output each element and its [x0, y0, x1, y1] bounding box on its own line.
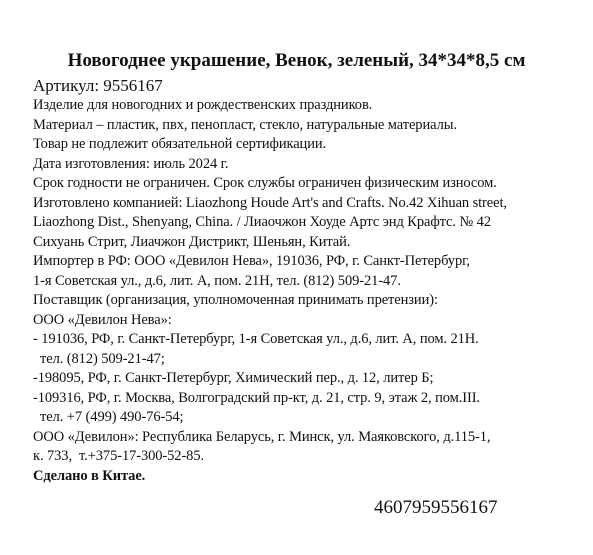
label-line: к. 733, т.+375-17-300-52-85. [33, 448, 205, 464]
label-line: Сихуань Стрит, Лиачжон Дистрикт, Шеньян, Китай. [33, 233, 351, 250]
label-line: Поставщик (организация, уполномоченная принимать претензии): [33, 292, 438, 308]
label-line: Импортер в РФ: ООО «Девилон Нева», 191036, РФ, г. Санкт-Петербург, [33, 253, 470, 269]
label-text-block [33, 96, 583, 486]
label-line: - 191036, РФ, г. Санкт-Петербург, 1-я Советская ул., д.6, лит. А, пом. 21Н. [33, 331, 479, 347]
label-line: -198095, РФ, г. Санкт-Петербург, Химический пер., д. 12, литер Б; [33, 370, 434, 386]
label-line: Срок годности не ограничен. Срок службы ограничен физическим износом. [33, 175, 497, 191]
label-line: тел. (812) 509-21-47; [33, 350, 165, 367]
made-in-text: Сделано в Китае. [33, 467, 146, 484]
barcode-number: 4607959556167 [374, 497, 498, 518]
label-line: Liaozhong Dist., Shenyang, China. / Лиаочжон Хоуде Артс энд Крафтс. № 42 [33, 214, 491, 230]
label-line: Изделие для новогодних и рождественских праздников. [33, 97, 373, 113]
product-title: Новогоднее украшение, Венок, зеленый, 34*34*8,5 см [67, 50, 526, 71]
label-line: ООО «Девилон Нева»: [33, 311, 172, 328]
label-line: -109316, РФ, г. Москва, Волгоградский пр-кт, д. 21, стр. 9, этаж 2, пом.III. [33, 389, 480, 406]
label-line: Товар не подлежит обязательной сертификации. [33, 136, 327, 152]
label-line: Изготовлено компанией: Liaozhong Houde Art's and Crafts. No.42 Xihuan street, [33, 194, 507, 211]
label-line: 1-я Советская ул., д.6, лит. А, пом. 21Н, тел. (812) 509-21-47. [33, 272, 401, 289]
label-line: тел. +7 (499) 490-76-54; [33, 409, 184, 425]
label-line: ООО «Девилон»: Республика Беларусь, г. Минск, ул. Маяковского, д.115-1, [33, 428, 491, 445]
label-line: Дата изготовления: июль 2024 г. [33, 155, 229, 172]
article-number: Артикул: 9556167 [33, 76, 163, 95]
label-line: Материал – пластик, пвх, пенопласт, стекло, натуральные материалы. [33, 116, 457, 133]
